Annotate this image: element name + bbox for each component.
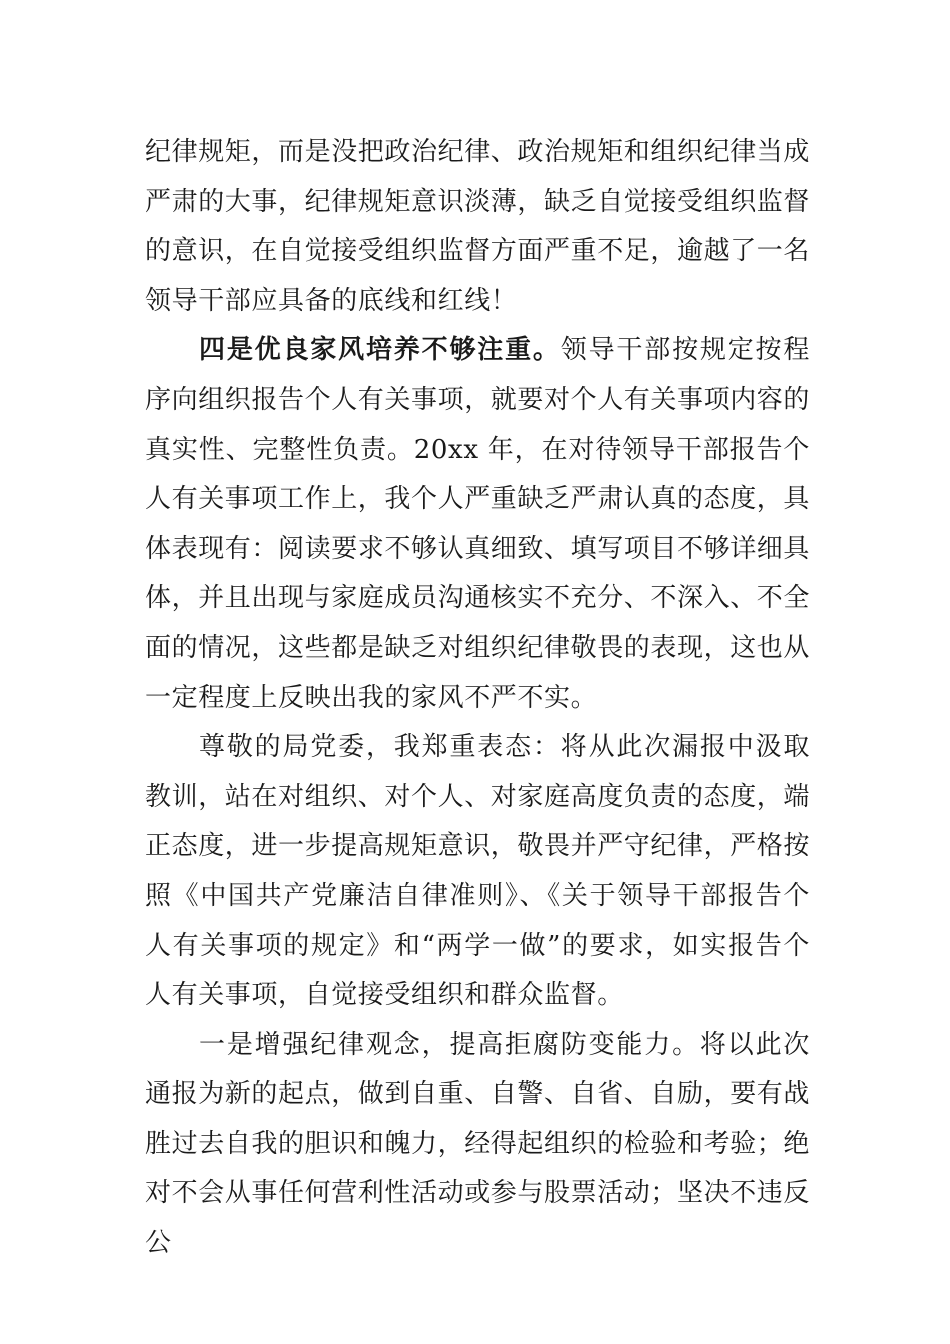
paragraph-pledge	[145, 723, 810, 1021]
paragraph-text: 领导干部按规定按程序向组织报告个人有关事项，就要对个人有关事项内容的真实性、完整性负责。20xx 年，在对待领导干部报告个人有关事项工作上，我个人严重缺乏严肃认真的态度，具体表现有：阅读要求不够认真细致、填写项目不够详细具体，并且出现与家庭成员沟通核实不充分、不深入、不全面的情况，这些都是缺乏对组织纪律敬畏的表现，这也从一定程度上反映出我的家风不严不实。	[145, 335, 811, 713]
paragraph-text: 一是增强纪律观念，提高拒腐防变能力。将以此次通报为新的起点，做到自重、自警、自省、自励，要有战胜过去自我的胆识和魄力，经得起组织的检验和考验；绝对不会从事任何营利性活动或参与股票活动；坚决不违反公	[145, 1029, 811, 1259]
document-page	[145, 128, 810, 1269]
paragraph-measure-one	[145, 1021, 810, 1269]
paragraph-text: 纪律规矩，而是没把政治纪律、政治规矩和组织纪律当成严肃的大事，纪律规矩意识淡薄，缺乏自觉接受组织监督的意识，在自觉接受组织监督方面严重不足，逾越了一名领导干部应具备的底线和红线！	[145, 137, 811, 316]
paragraph-lead-heading: 四是优良家风培养不够注重。	[199, 335, 561, 366]
paragraph-continuation	[145, 128, 810, 326]
paragraph-text: 尊敬的局党委，我郑重表态：将从此次漏报中汲取教训，站在对组织、对个人、对家庭高度负责的态度，端正态度，进一步提高规矩意识，敬畏并严守纪律，严格按照《中国共产党廉洁自律准则》、《关于领导干部报告个人有关事项的规定》和“两学一做”的要求，如实报告个人有关事项，自觉接受组织和群众监督。	[145, 732, 811, 1011]
paragraph-family-style	[145, 326, 810, 723]
